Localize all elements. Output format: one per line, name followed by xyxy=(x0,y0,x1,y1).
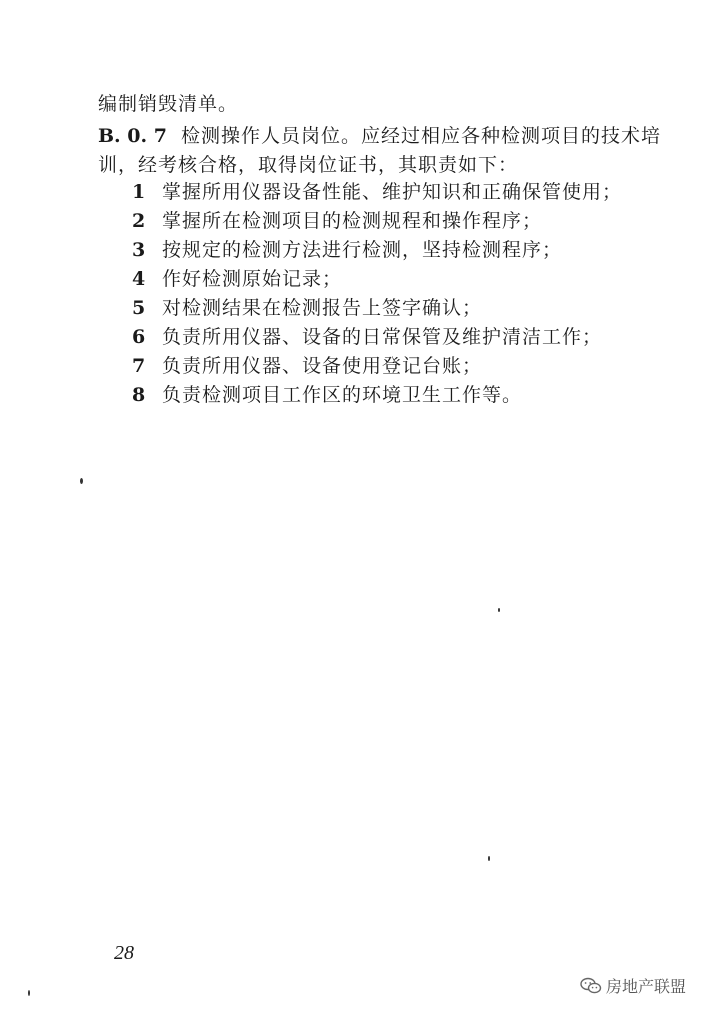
list-item-number: 4 xyxy=(132,268,146,290)
list-item xyxy=(132,325,602,349)
list-item xyxy=(132,354,482,378)
list-item-number: 6 xyxy=(132,326,146,348)
list-item-number: 7 xyxy=(132,355,146,377)
list-item xyxy=(132,296,482,320)
list-item xyxy=(132,180,622,204)
list-item-text: 负责所用仪器、设备的日常保管及维护清洁工作； xyxy=(162,326,603,348)
list-item-number: 3 xyxy=(132,239,146,261)
clause-text: 检测操作人员岗位。应经过相应各种检测项目的技术培 xyxy=(180,125,661,147)
list-item-text: 负责检测项目工作区的环境卫生工作等。 xyxy=(162,384,523,406)
list-item-number: 1 xyxy=(132,181,146,203)
list-item-text: 作好检测原始记录； xyxy=(162,268,343,290)
scan-speck xyxy=(498,608,500,612)
scan-speck xyxy=(80,478,83,484)
watermark-text: 房地产联盟 xyxy=(606,977,687,996)
watermark xyxy=(580,974,686,997)
list-item-number: 5 xyxy=(132,297,146,319)
list-item xyxy=(132,209,542,233)
clause-b07-second-line: 训，经考核合格，取得岗位证书，其职责如下： xyxy=(98,154,519,176)
list-item-number: 8 xyxy=(132,384,146,406)
scan-speck xyxy=(28,990,30,996)
list-item-text: 对检测结果在检测报告上签字确认； xyxy=(162,297,483,319)
scan-speck xyxy=(488,856,490,861)
list-item-text: 按规定的检测方法进行检测，坚持检测程序； xyxy=(162,239,563,261)
list-item-text: 掌握所在检测项目的检测规程和操作程序； xyxy=(162,210,543,232)
list-item xyxy=(132,383,522,407)
list-item xyxy=(132,267,342,291)
list-item-text: 负责所用仪器、设备使用登记台账； xyxy=(162,355,483,377)
list-item-text: 掌握所用仪器设备性能、维护知识和正确保管使用； xyxy=(162,181,623,203)
page-number: 28 xyxy=(114,942,134,964)
wechat-icon xyxy=(580,977,602,995)
list-item xyxy=(132,238,562,262)
list-item-number: 2 xyxy=(132,210,146,232)
paragraph-continuation: 编制销毁清单。 xyxy=(98,93,239,115)
clause-number: B. 0. 7 xyxy=(98,125,167,147)
clause-b07-first-line xyxy=(98,124,661,148)
